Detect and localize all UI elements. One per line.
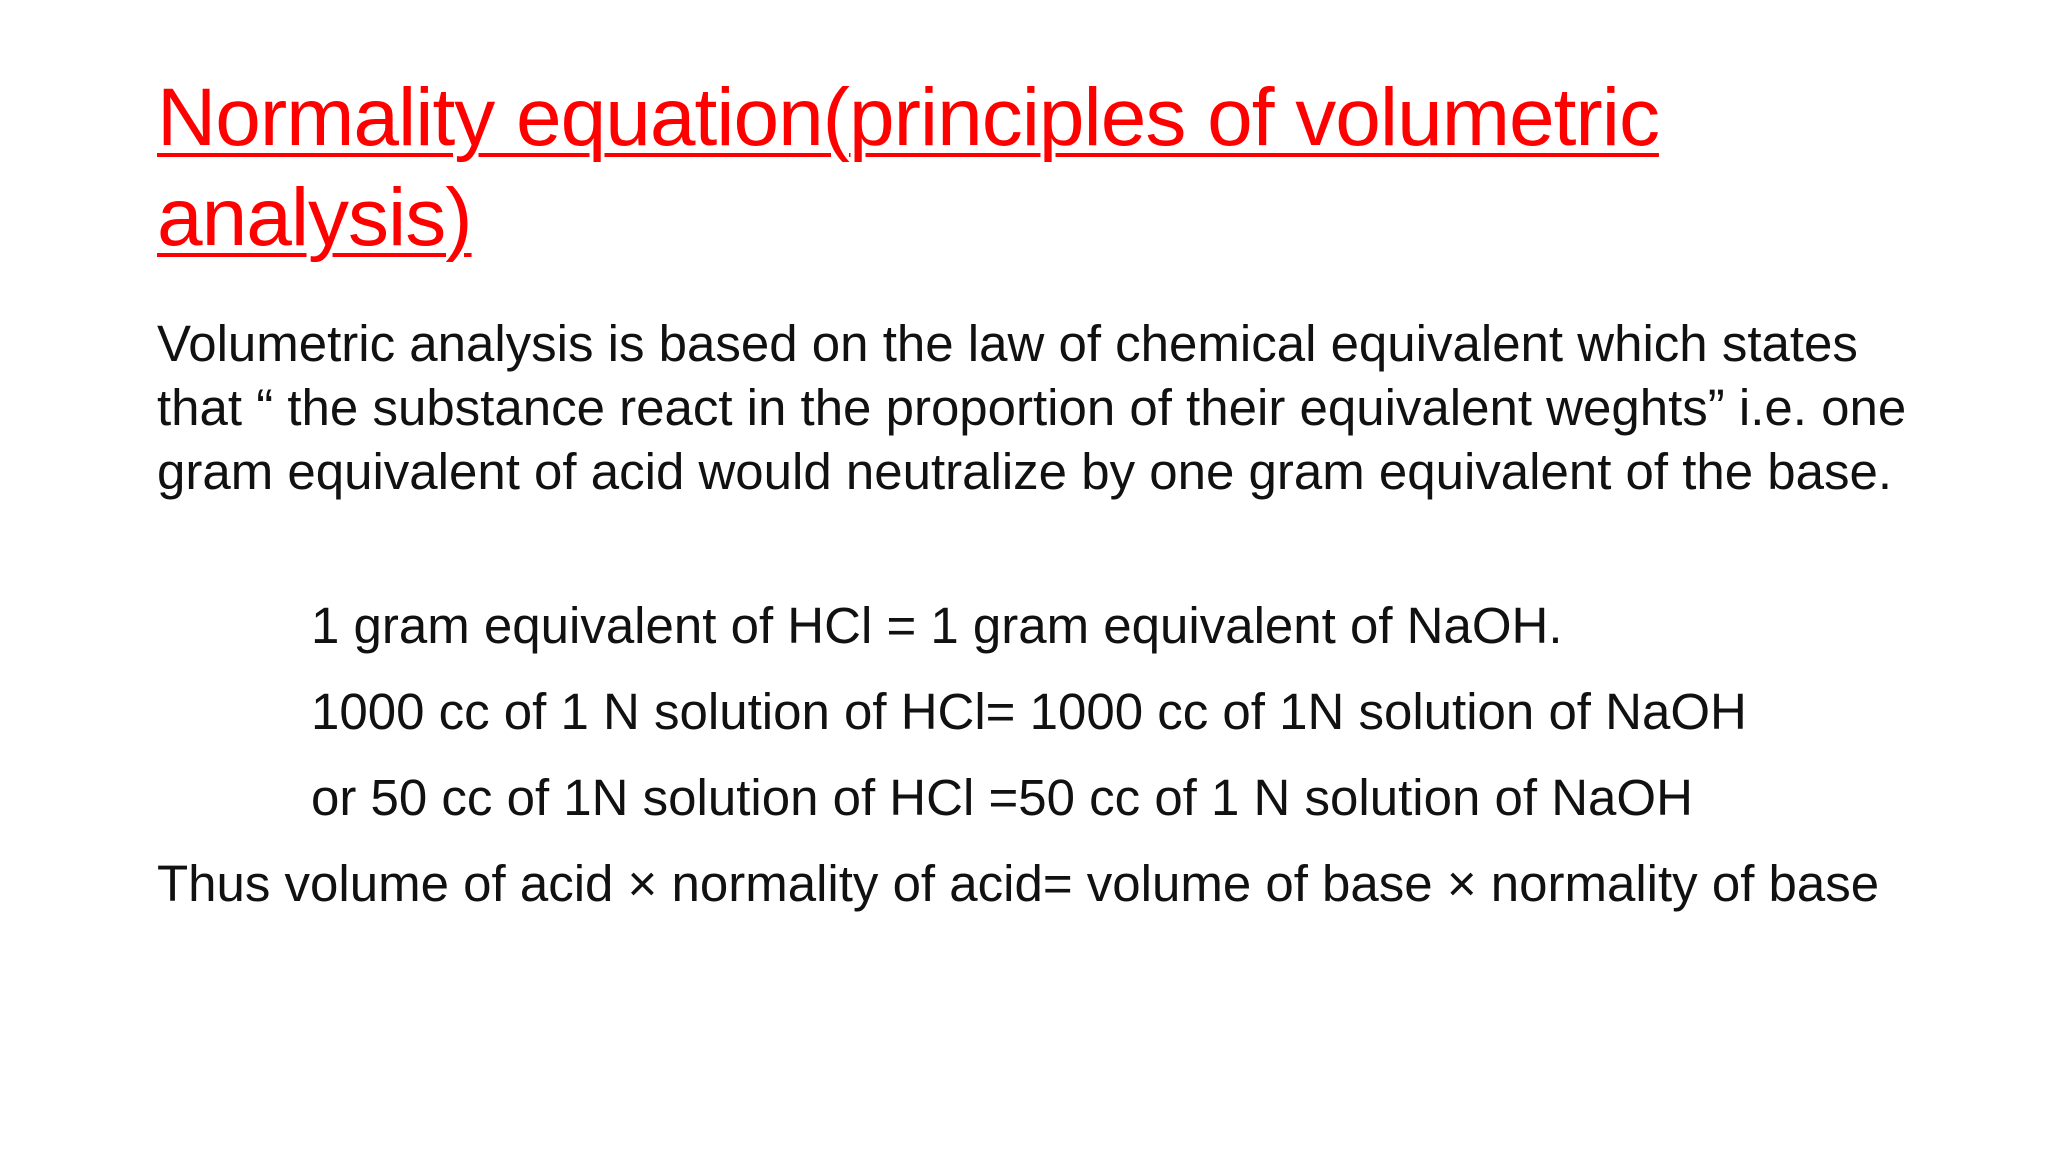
equation-line-3: or 50 cc of 1N solution of HCl =50 cc of 1 N solution of NaOH [311,769,1693,826]
intro-paragraph: Volumetric analysis is based on the law of chemical equivalent which states that “ the substance react in the proportion of their equivalent weghts” i.e. one gram equivalent of acid would neutralize by one gram equivalent of the base. [157,315,1907,500]
slide-title: Normality equation(principles of volumetric analysis) [157,72,1659,263]
equation-line-2: 1000 cc of 1 N solution of HCl= 1000 cc of 1N solution of NaOH [311,683,1747,740]
equation-line-1: 1 gram equivalent of HCl = 1 gram equivalent of NaOH. [311,597,1563,654]
conclusion-paragraph: Thus volume of acid × normality of acid= volume of base × normality of base [157,855,1880,912]
